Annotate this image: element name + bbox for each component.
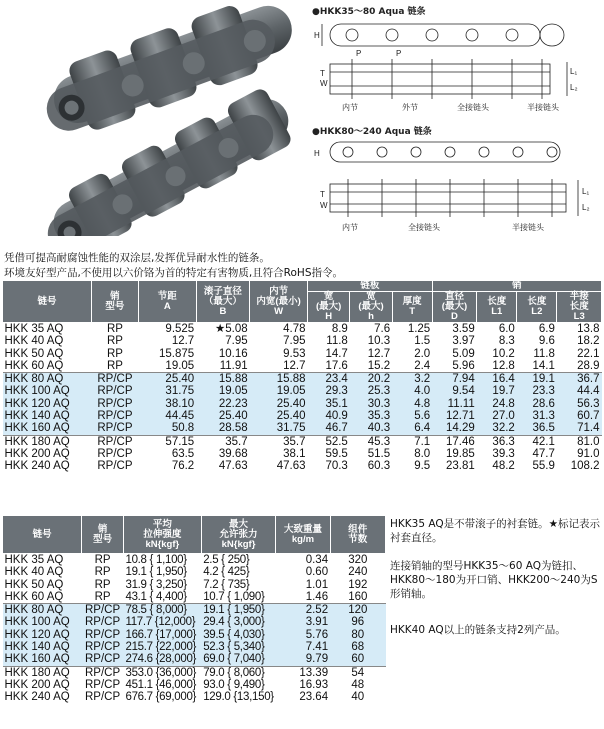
table-cell: 10.2	[492, 347, 515, 360]
table-cell: RP/CP	[82, 604, 124, 617]
table-cell: 60.3	[367, 460, 391, 473]
table-cell: 20.2	[350, 373, 392, 386]
table-cell: 56.3	[557, 398, 602, 410]
table-cell: 42.1	[517, 435, 557, 448]
table-cell: 40	[351, 691, 365, 704]
table-cell: 19.05	[250, 385, 308, 397]
table-cell: 68	[330, 641, 385, 653]
th-L2: 长度 L2	[517, 292, 557, 323]
dimension-table	[2, 280, 602, 473]
table-cell: 16.4	[477, 373, 517, 386]
table-cell: RP/CP	[82, 653, 124, 666]
table-cell: RP/CP	[92, 435, 139, 448]
table-cell: 166.7 {17,000}	[123, 629, 201, 641]
table-cell: 7.2 { 735}	[203, 578, 250, 591]
table-cell: 120	[330, 604, 385, 617]
table-cell: 35.7	[196, 435, 249, 448]
table-cell: RP/CP	[92, 422, 139, 435]
svg-text:W: W	[320, 79, 328, 88]
table-row	[3, 335, 602, 347]
table-row	[3, 604, 386, 617]
table-cell: 17.46	[432, 435, 477, 448]
table-cell: 40.9	[308, 410, 350, 422]
table-row	[3, 410, 602, 422]
table-cell: HKK 40 AQ	[4, 566, 64, 579]
table-row	[3, 435, 602, 448]
table-cell: HKK 120 AQ	[3, 398, 92, 410]
table-cell: 19.1	[517, 373, 557, 386]
table-cell: 69.0 { 7,040}	[201, 653, 276, 666]
table-cell: 5.96	[452, 359, 475, 372]
table-cell: 47.63	[218, 460, 248, 473]
table-cell: 91.0	[577, 447, 600, 460]
table-cell: HKK 160 AQ	[3, 653, 82, 666]
table-cell: 71.4	[557, 422, 602, 435]
table-cell: 676.7 {69,000}	[125, 691, 197, 704]
table-cell: 240	[348, 566, 368, 579]
table-cell: 1.01	[305, 578, 329, 591]
table-cell: 93.0 { 9,490}	[203, 678, 265, 691]
table-cell: 27.0	[477, 410, 517, 422]
svg-text:L₂: L₂	[582, 203, 590, 212]
table-cell: 36.5	[517, 422, 557, 435]
table-row	[3, 691, 386, 703]
table-cell: 25.40	[250, 398, 308, 410]
table-cell: 8.9	[331, 323, 348, 335]
table-cell: 39.3	[492, 447, 515, 460]
table-cell: 274.6 {28,000}	[123, 653, 201, 666]
table-cell: 19.1 { 1,950}	[125, 566, 187, 579]
table-cell: 4.2 { 425}	[203, 566, 250, 579]
note-connecting-pin: 连接销轴的型号HKK35～60 AQ为链扣、HKK80～180为开口销、HKK200～240为S形销轴。	[390, 560, 598, 600]
table-cell: 9.54	[432, 385, 477, 397]
table-cell: RP	[94, 566, 111, 579]
table-cell: 2.5 { 250}	[203, 554, 250, 566]
table-cell: 129.0 {13,150}	[203, 691, 274, 704]
table-cell: RP/CP	[97, 447, 133, 460]
table-cell: 7.95	[283, 335, 306, 348]
note-bushing: HKK35 AQ是不带滚子的衬套链。★标记表示衬套直径。	[390, 518, 601, 544]
table-cell: RP	[106, 359, 123, 372]
table-cell: 3.2	[392, 373, 432, 386]
svg-text:H: H	[314, 149, 320, 158]
svg-text:半接链头: 半接链头	[527, 103, 559, 112]
table-cell: 12.7	[283, 359, 306, 372]
table-cell: 9.53	[283, 347, 306, 360]
table-cell: 5.6	[392, 410, 432, 422]
table-cell: 31.75	[138, 385, 196, 397]
table-cell: 29.4 { 3,000}	[201, 616, 276, 628]
table-cell: 17.6	[325, 359, 348, 372]
table-cell: 63.5	[171, 447, 195, 460]
table-cell: RP/CP	[85, 691, 121, 704]
table-cell: HKK 60 AQ	[4, 590, 64, 603]
table-cell: HKK 120 AQ	[3, 629, 82, 641]
table-cell: HKK 50 AQ	[4, 578, 64, 591]
table-cell: 43.1 { 4,400}	[125, 590, 187, 603]
table-row	[3, 348, 602, 360]
table-cell: 35.3	[350, 410, 392, 422]
table-cell: 7.1	[392, 435, 432, 448]
label-H-a: H	[314, 31, 320, 40]
table-cell: 13.39	[276, 666, 330, 679]
table-cell: 35.7	[250, 435, 308, 448]
table-cell: 14.1	[532, 359, 555, 372]
th-pitch: 节距 A	[138, 281, 196, 323]
table-cell: 76.2	[171, 460, 195, 473]
table-cell: 15.88	[196, 373, 249, 386]
note-double-strand: HKK40 AQ以上的链条支持2列产品。	[390, 624, 566, 636]
th2-tensile: 平均 拉伸强度 kN{kgf}	[123, 516, 201, 554]
table-row	[3, 566, 386, 578]
strength-table	[2, 515, 386, 704]
table-cell: HKK 40 AQ	[4, 335, 64, 348]
table-cell: 81.0	[557, 435, 602, 448]
table-cell: 10.3	[367, 335, 391, 348]
table-cell: HKK 100 AQ	[3, 616, 82, 628]
table-cell: 3.59	[452, 323, 475, 335]
th2-pin-type: 销 型号	[82, 516, 124, 554]
table-row	[3, 554, 386, 567]
table-cell: RP/CP	[92, 373, 139, 386]
table-cell: 6.9	[538, 323, 555, 335]
table-cell: RP/CP	[85, 678, 121, 691]
table-cell: 30.3	[350, 398, 392, 410]
table-cell: 48.2	[492, 460, 515, 473]
svg-text:L₁: L₁	[570, 67, 578, 76]
table-cell: 9.6	[538, 335, 555, 348]
table-cell: HKK 180 AQ	[3, 666, 82, 679]
table-cell: 6.4	[392, 422, 432, 435]
table-cell: 38.10	[138, 398, 196, 410]
table-cell: 57.15	[138, 435, 196, 448]
table-cell: 23.81	[445, 460, 475, 473]
table-cell: 2.4	[414, 359, 431, 372]
th-plate-T: 厚度 T	[392, 292, 432, 323]
th-group-plate: 链板	[308, 281, 433, 292]
table-cell: 14.7	[325, 347, 348, 360]
table-cell: 192	[348, 578, 368, 591]
table-cell: 40.3	[350, 422, 392, 435]
table-cell: 54	[330, 666, 385, 679]
table-cell: 96	[330, 616, 385, 628]
table-cell: 39.5 { 4,030}	[201, 629, 276, 641]
table-cell: 23.4	[308, 373, 350, 386]
table-cell: 15.2	[367, 359, 391, 372]
table-row	[3, 679, 386, 691]
table-cell: 8.0	[414, 447, 431, 460]
table-cell: 19.05	[196, 385, 249, 397]
svg-text:半接链头: 半接链头	[512, 223, 544, 232]
table-cell: HKK 240 AQ	[4, 460, 70, 473]
table-row	[3, 579, 386, 591]
table-cell: 35.1	[308, 398, 350, 410]
table-cell: HKK 140 AQ	[3, 641, 82, 653]
table-cell: 7.41	[276, 641, 330, 653]
table-cell: 16.93	[299, 678, 329, 691]
table-cell: HKK 50 AQ	[4, 347, 64, 360]
table-cell: 11.11	[432, 398, 477, 410]
th-roller: 滚子直径 （最大） B	[196, 281, 249, 323]
table-cell: RP	[106, 347, 123, 360]
th2-links: 组件 节数	[330, 516, 385, 554]
th-L1: 长度 L1	[477, 292, 517, 323]
svg-text:L₂: L₂	[570, 83, 578, 92]
table-cell: 19.1 { 1,950}	[201, 604, 276, 617]
table-cell: ★5.08	[214, 323, 248, 335]
table-cell: 0.60	[305, 566, 329, 579]
table-cell: HKK 80 AQ	[3, 373, 92, 386]
table-cell: 7.94	[432, 373, 477, 386]
table-cell: 12.7	[367, 347, 391, 360]
table-row	[3, 448, 602, 460]
table-cell: 320	[348, 554, 368, 566]
table-cell: 29.3	[308, 385, 350, 397]
table-row	[3, 323, 602, 336]
table-cell: HKK 240 AQ	[4, 691, 70, 704]
table-cell: HKK 180 AQ	[3, 435, 92, 448]
table-row	[3, 385, 602, 397]
table-cell: 25.40	[196, 410, 249, 422]
table-cell: HKK 140 AQ	[3, 410, 92, 422]
table-cell: 9.525	[165, 323, 195, 335]
table-cell: HKK 80 AQ	[3, 604, 82, 617]
table-row	[3, 653, 386, 666]
table-cell: 12.7	[171, 335, 195, 348]
table-cell: 79.0 { 8,060}	[201, 666, 276, 679]
table-cell: 55.9	[532, 460, 555, 473]
table-cell: 45.3	[350, 435, 392, 448]
table-cell: 451.1 {46,000}	[125, 678, 197, 691]
chain-dimension-diagrams	[312, 4, 602, 240]
svg-text:L₁: L₁	[582, 187, 590, 196]
intro-line-2: 环境友好型产品,不使用以六价铬为首的特定有害物质,且符合RoHS指令。	[4, 267, 343, 279]
table-row	[3, 629, 386, 641]
table-cell: 38.1	[283, 447, 306, 460]
table-cell: HKK 200 AQ	[4, 678, 70, 691]
table-cell: 19.85	[445, 447, 475, 460]
table-cell: RP/CP	[82, 641, 124, 653]
table-cell: 25.40	[138, 373, 196, 386]
table-cell: 46.7	[308, 422, 350, 435]
table-cell: 8.3	[498, 335, 515, 348]
table-cell: 15.875	[159, 347, 195, 360]
table-cell: RP	[94, 590, 111, 603]
table-cell: 3.97	[452, 335, 475, 348]
table-cell: HKK 35 AQ	[4, 323, 64, 335]
table-cell: 31.3	[517, 410, 557, 422]
th-plate-H: 宽 (最大) H	[308, 292, 350, 323]
table-cell: 5.76	[276, 629, 330, 641]
table-cell: 160	[348, 590, 368, 603]
th-model: 链号	[3, 281, 92, 323]
table-cell: 2.0	[414, 347, 431, 360]
table-cell: 10.8 { 1,100}	[125, 554, 187, 566]
table-cell: 59.5	[325, 447, 348, 460]
table-cell: 22.1	[577, 347, 600, 360]
svg-text:W: W	[320, 201, 328, 210]
table-cell: 23.64	[299, 691, 329, 704]
table-cell: 60.7	[557, 410, 602, 422]
table-cell: 108.2	[570, 460, 600, 473]
table-cell: 18.2	[577, 335, 600, 348]
table-cell: RP/CP	[92, 398, 139, 410]
table-cell: 80	[330, 629, 385, 641]
table-cell: HKK 100 AQ	[3, 385, 92, 397]
table-cell: 28.58	[196, 422, 249, 435]
table-cell: 44.45	[138, 410, 196, 422]
svg-text:T: T	[320, 190, 325, 199]
table-cell: 25.40	[250, 410, 308, 422]
table-row	[3, 616, 386, 628]
table-cell: 70.3	[325, 460, 348, 473]
table-cell: RP/CP	[82, 666, 124, 679]
table-cell: 12.8	[492, 359, 515, 372]
th-inner-width: 内节 内宽(最小) W	[250, 281, 308, 323]
table-cell: 1.5	[414, 335, 431, 348]
table-cell: 24.8	[477, 398, 517, 410]
table-cell: 7.95	[225, 335, 248, 348]
table-cell: 1.25	[407, 323, 431, 335]
table-cell: 23.3	[517, 385, 557, 397]
label-inner-a: 内节	[342, 103, 358, 112]
table-cell: 25.3	[350, 385, 392, 397]
chain-product-photo	[0, 0, 300, 236]
table-cell: 19.7	[477, 385, 517, 397]
table-cell: 117.7 {12,000}	[123, 616, 201, 628]
table-row	[3, 422, 602, 435]
table-cell: 6.0	[498, 323, 515, 335]
table-cell: 12.71	[432, 410, 477, 422]
table-cell: 47.63	[276, 460, 306, 473]
table-row	[3, 373, 602, 386]
table-cell: 11.91	[219, 359, 248, 372]
table-cell: 4.0	[392, 385, 432, 397]
table-row	[3, 460, 602, 472]
svg-text:全接链头: 全接链头	[408, 223, 440, 232]
table-cell: 215.7 {22,000}	[123, 641, 201, 653]
th-group-pin: 销	[432, 281, 601, 292]
table-cell: 28.9	[577, 359, 600, 372]
table-cell: RP	[94, 554, 111, 566]
table-row	[3, 398, 602, 410]
intro-line-1: 凭借可提高耐腐蚀性能的双涂层,发挥优异耐水性的链条。	[4, 252, 270, 264]
table-row	[3, 360, 602, 373]
table-cell: 10.16	[218, 347, 248, 360]
table-cell: 3.91	[276, 616, 330, 628]
table-cell: 0.34	[305, 554, 329, 566]
table-cell: RP	[106, 323, 123, 335]
table-cell: 11.8	[533, 347, 555, 360]
th2-model: 链号	[3, 516, 82, 554]
th2-allowable: 最大 允许张力 kN{kgf}	[201, 516, 276, 554]
table-cell: RP	[94, 578, 111, 591]
table-cell: 36.3	[477, 435, 517, 448]
table-cell: 78.5 { 8,000}	[123, 604, 201, 617]
table-cell: RP	[106, 335, 123, 348]
table-cell: 14.29	[432, 422, 477, 435]
diagram-title-b: ●HKK80～240 Aqua 链条	[312, 127, 432, 137]
table-cell: 2.52	[276, 604, 330, 617]
table-cell: 44.4	[557, 385, 602, 397]
table-cell: 39.68	[218, 447, 248, 460]
table-cell: 7.6	[374, 323, 391, 335]
diagram-title-a: ●HKK35～80 Aqua 链条	[312, 7, 426, 17]
table-cell: 52.5	[308, 435, 350, 448]
th-pin-D: 直径 (最大) D	[432, 292, 477, 323]
svg-text:P: P	[356, 49, 362, 58]
table-cell: 1.46	[305, 590, 329, 603]
table-cell: 9.79	[276, 653, 330, 666]
table-cell: 4.78	[283, 323, 306, 335]
table-cell: 10.7 { 1,090}	[203, 590, 265, 603]
table-row	[3, 641, 386, 653]
table-cell: 32.2	[477, 422, 517, 435]
table-cell: 353.0 {36,000}	[123, 666, 201, 679]
table-cell: 51.5	[367, 447, 391, 460]
table-cell: 11.8	[326, 335, 348, 348]
th-plate-h: 宽 (最大) h	[350, 292, 392, 323]
table-cell: RP/CP	[92, 385, 139, 397]
svg-text:全接链头: 全接链头	[457, 103, 489, 112]
table-cell: RP/CP	[82, 629, 124, 641]
table-row	[3, 666, 386, 679]
table-cell: 5.09	[452, 347, 475, 360]
table-cell: 48	[351, 678, 365, 691]
svg-text:内节: 内节	[342, 223, 358, 232]
svg-text:外节: 外节	[402, 103, 418, 112]
table-cell: 13.8	[577, 323, 600, 335]
table-row	[3, 591, 386, 604]
table-cell: HKK 35 AQ	[4, 554, 64, 566]
table-cell: HKK 160 AQ	[3, 422, 92, 435]
th2-weight: 大致重量 kg/m	[276, 516, 330, 554]
th-pin-type: 销 型号	[92, 281, 139, 323]
table-cell: 28.6	[517, 398, 557, 410]
table-cell: 36.7	[557, 373, 602, 386]
table-cell: RP/CP	[82, 616, 124, 628]
table-cell: HKK 60 AQ	[4, 359, 64, 372]
svg-text:T: T	[320, 69, 325, 78]
table-cell: 50.8	[138, 422, 196, 435]
table-cell: 15.88	[250, 373, 308, 386]
table-cell: 19.05	[165, 359, 195, 372]
table-cell: 4.8	[392, 398, 432, 410]
table-cell: 22.23	[196, 398, 249, 410]
svg-text:P: P	[396, 49, 402, 58]
table-cell: RP/CP	[97, 460, 133, 473]
table-cell: 60	[330, 653, 385, 666]
table-cell: HKK 200 AQ	[4, 447, 70, 460]
table-cell: 31.75	[250, 422, 308, 435]
table-cell: 31.9 { 3,250}	[125, 578, 187, 591]
table-cell: RP/CP	[92, 410, 139, 422]
table-cell: 52.3 { 5,340}	[201, 641, 276, 653]
table-cell: 47.7	[532, 447, 555, 460]
th-L3: 半接 长度 L3	[557, 292, 602, 323]
table-cell: 9.5	[414, 460, 431, 473]
